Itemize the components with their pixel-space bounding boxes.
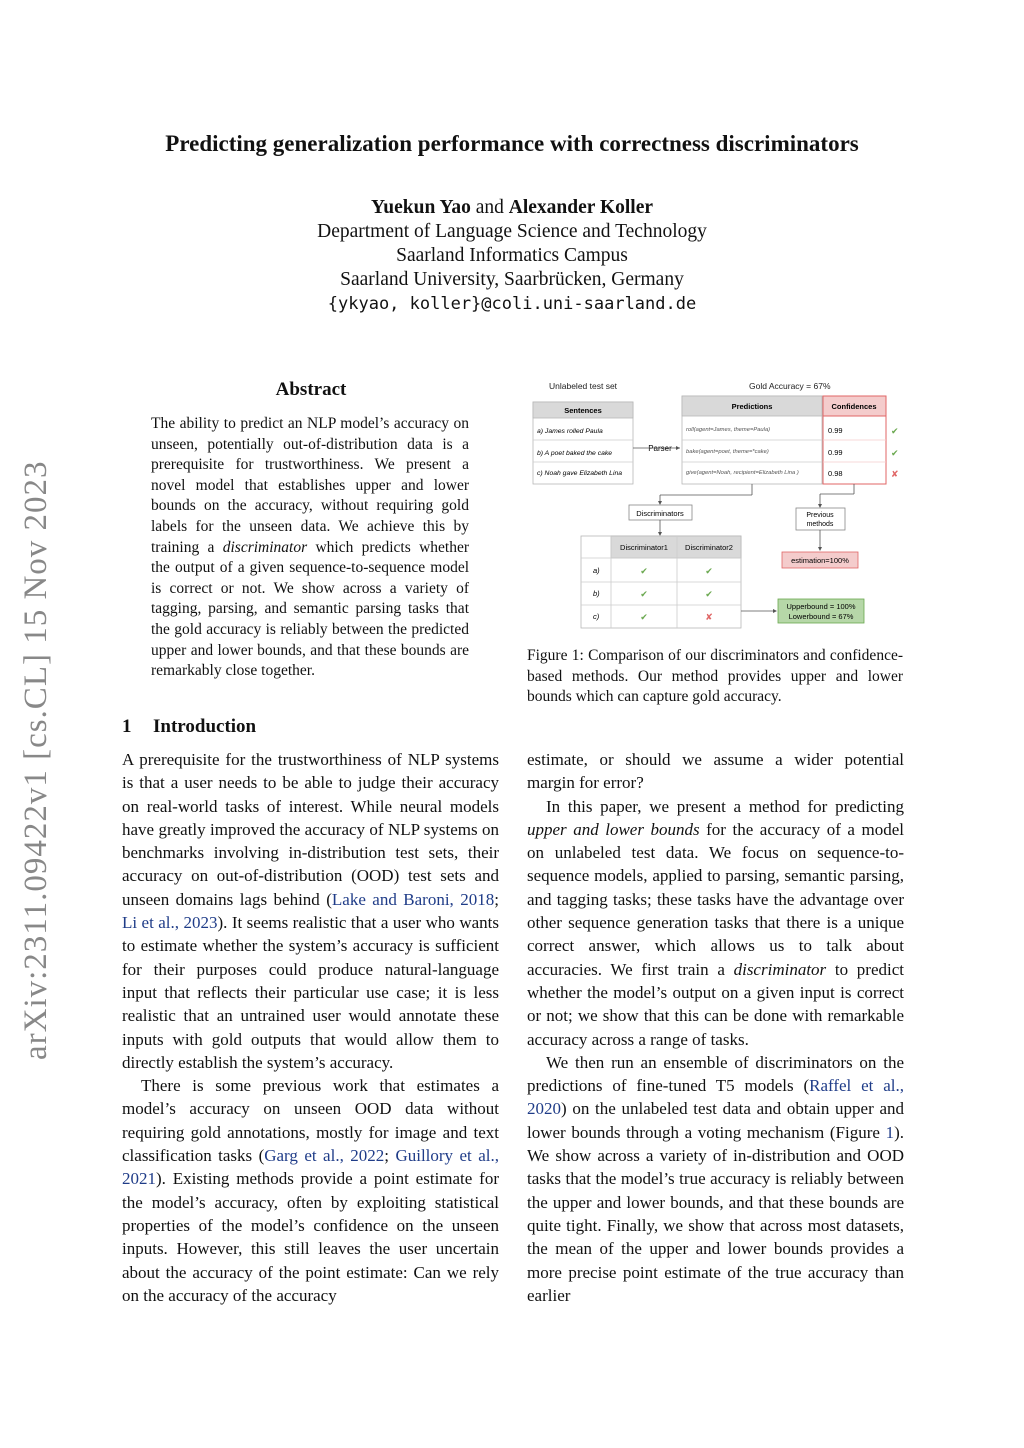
estimation-label: estimation=100% [791, 556, 849, 565]
prediction-b: bake(agent=poet, theme=*cake) [686, 449, 769, 455]
prediction-a: roll(agent=James, theme=Paula) [686, 427, 771, 433]
disc-row-label: b) [593, 589, 600, 598]
sentence-c: c) Noah gave Elizabeth Lina [537, 470, 623, 477]
parser-label: Parser [648, 444, 672, 453]
citation-link[interactable]: Garg et al., 2022 [264, 1146, 385, 1166]
discriminators-label: Discriminators [636, 509, 684, 518]
abstract-heading: Abstract [275, 379, 347, 400]
author-2: Alexander Koller [508, 197, 654, 218]
disc-row-label: a) [593, 566, 600, 575]
gold-check-icon: ✔ [891, 426, 899, 436]
gold-check-icon: ✔ [891, 448, 899, 458]
gold-accuracy-label: Gold Accuracy = 67% [749, 381, 831, 391]
left-column [122, 748, 499, 1307]
abstract-emphasis: discriminator [222, 538, 308, 556]
disc1-check-icon: ✔ [640, 612, 648, 622]
disc-row-label: c) [593, 612, 600, 621]
affiliation-line-3: Saarland University, Saarbrücken, Germany [340, 269, 684, 290]
disc2-check-icon: ✔ [705, 566, 713, 576]
disc1-check-icon: ✔ [640, 589, 648, 599]
author-and: and [475, 197, 504, 218]
lowerbound-label: Lowerbound = 67% [788, 612, 854, 621]
disc2-check-icon: ✔ [705, 589, 713, 599]
section-title: Introduction [153, 716, 257, 737]
upperbound-label: Upperbound = 100% [786, 602, 856, 611]
paragraph: A prerequisite for the trustworthiness of NLP systems is that a user needs to be able to judge their accuracy on real-world tasks of interest. While neural models have greatly improved the accuracy of NLP systems on benchmarks involving in-distribution test sets, their accuracy on out-of-distribution (OOD) test sets and unseen domains lags behind (Lake and Baroni, 2018; Li et al., 2023). It seems realistic that a user who wants to estimate whether the system’s accuracy is sufficient for their purposes could produce natural-language input that reflects their particular use case; it is less realistic that an untrained user would annotate these inputs with gold outputs that would allow them to directly establish the system’s accuracy. [122, 750, 499, 1072]
figure-caption: Figure 1: Comparison of our discriminators and confidence-based methods. Our method provides upper and lower bounds which can capture gold accuracy. [527, 647, 903, 705]
previous-methods-line-2: methods [806, 521, 834, 528]
paragraph: In this paper, we present a method for predicting upper and lower bounds for the accuracy of a model on unlabeled test data. We focus on sequence-to-sequence models, applied to parsing, semantic parsing, and tagging tasks; these tasks have the advantage over other sequence generation tasks that there is a unique correct answer, which allows us to talk about accuracies. We first train a discriminator to predict whether the model’s output on a given input is correct or not; we show that this can be done with remarkable accuracy across a range of tasks. [527, 796, 905, 1049]
gold-cross-icon: ✘ [891, 469, 899, 479]
right-column [527, 748, 904, 1307]
confidences-header: Confidences [831, 402, 877, 411]
confidence-c: 0.98 [828, 469, 843, 478]
paragraph: We then run an ensemble of discriminators on the predictions of fine-tuned T5 models (Raffel et al., 2020) on the unlabeled test data and obtain upper and lower bounds through a voting mechanism (Figure 1). We show across a variety of in-distribution and OOD tasks that the model’s true accuracy is reliably between the upper and lower bounds, and that these bounds are quite tight. Finally, we show that across most datasets, the mean of the upper and lower bounds provides a more precise point estimate of the true accuracy than earlier [527, 1052, 904, 1305]
author-block [0, 196, 1024, 316]
citation-link[interactable]: Lake and Baroni, 2018 [331, 889, 495, 909]
section-heading [122, 716, 256, 738]
abstract-text-1: The ability to predict an NLP model’s accuracy on unseen, potentially out-of-distribution data is a prerequisite for trustworthiness. We present a novel model that establishes upper and lower bounds on the accuracy, without requiring gold labels for the unseen data. We achieve this by training a [151, 415, 469, 556]
predictions-header: Predictions [731, 402, 773, 411]
author-names [0, 196, 1024, 220]
citation-link[interactable]: Guillory et al., 2021 [122, 1146, 499, 1189]
citation-link[interactable]: Raffel et al., 2020 [527, 1076, 904, 1119]
author-email: {ykyao, koller}@coli.uni-saarland.de [327, 294, 697, 314]
arxiv-stamp: arXiv:2311.09422v1 [cs.CL] 15 Nov 2023 [18, 460, 54, 1060]
section-number: 1 [122, 716, 132, 737]
paragraph: There is some previous work that estimates a model’s accuracy on unseen OOD data without requiring gold annotations, mostly for image and text classification tasks (Garg et al., 2022; Guillory et al., 2021). Existing methods provide a point estimate for the model’s accuracy, often by exploiting statistical properties of the model’s confidence on the unseen inputs. However, this still leaves the user uncertain about the accuracy of the point estimate: Can we rely on the accuracy of the accuracy [122, 1076, 499, 1305]
disc-header-2: Discriminator2 [685, 543, 733, 552]
author-1: Yuekun Yao [370, 197, 471, 218]
paragraph: estimate, or should we assume a wider potential margin for error? [527, 750, 904, 793]
abstract-body [151, 414, 469, 682]
confidence-b: 0.99 [828, 448, 843, 457]
sentence-a: a) James rolled Paula [537, 428, 603, 435]
disc-header-1: Discriminator1 [620, 543, 668, 552]
paper-title: Predicting generalization performance with correctness discriminators [165, 131, 859, 156]
sentence-b: b) A poet baked the cake [537, 450, 613, 457]
affiliation-line-2: Saarland Informatics Campus [396, 245, 628, 266]
disc2-cross-icon: ✘ [705, 612, 713, 622]
abstract-text-2: which predicts whether the output of a given sequence-to-sequence model is correct or not. We show across a variety of tagging, parsing, and semantic parsing tasks that the gold accuracy is reliably between the predicted upper and lower bounds, and that these bounds are remarkably close together. [151, 538, 469, 680]
affiliation-line-1: Department of Language Science and Technology [317, 221, 707, 242]
unlabeled-test-set-label: Unlabeled test set [549, 381, 618, 391]
figure-1 [527, 375, 907, 635]
figure-ref-link[interactable]: 1 [885, 1122, 895, 1142]
prediction-c: give(agent=Noah, recipient=Elizabeth Lina ) [686, 470, 799, 476]
previous-methods-line-1: Previous [806, 512, 834, 519]
confidence-a: 0.99 [828, 426, 843, 435]
citation-link[interactable]: Li et al., 2023 [122, 913, 218, 933]
disc1-check-icon: ✔ [640, 566, 648, 576]
sentences-header: Sentences [564, 406, 602, 415]
